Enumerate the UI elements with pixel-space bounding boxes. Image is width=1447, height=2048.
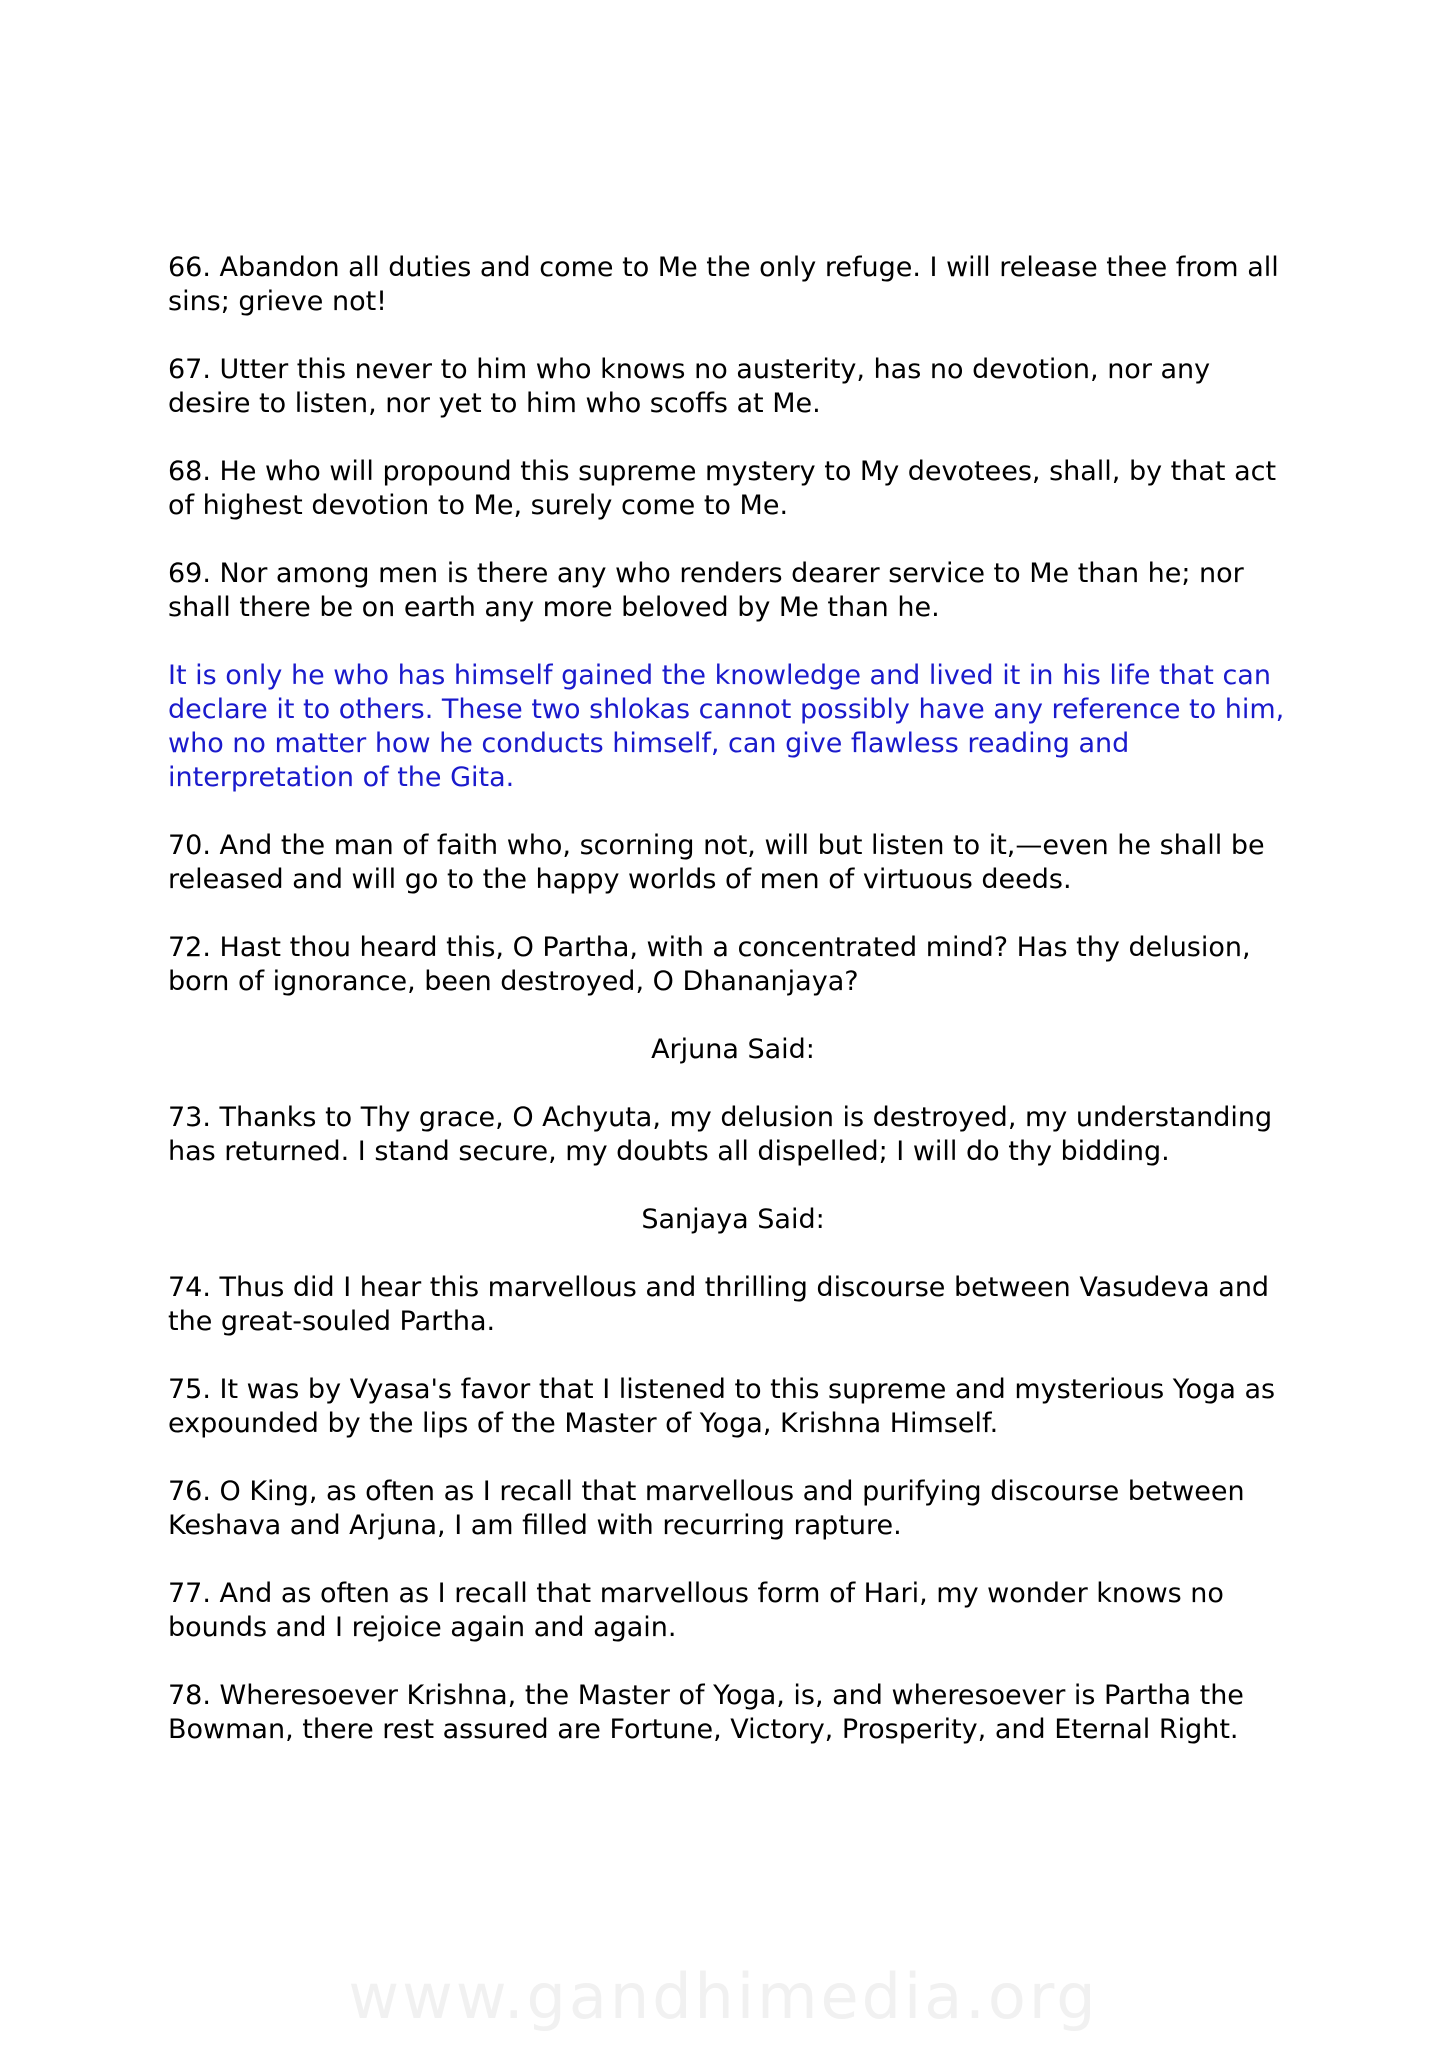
verse-72: 72. Hast thou heard this, O Partha, with a concentrated mind? Has thy delusion, born of ignorance, been destroyed, O Dhananjaya? <box>168 932 1251 997</box>
commentary-paragraph: It is only he who has himself gained the knowledge and lived it in his life that can declare it to others. These two shlokas cannot possibly have any reference to him, who no matter how he conducts himself, can give flawless reading and interpretation of the Gita. <box>168 660 1285 793</box>
verse-75: 75. It was by Vyasa's favor that I listened to this supreme and mysterious Yoga as expounded by the lips of the Master of Yoga, Krishna Himself. <box>168 1374 1276 1439</box>
verse-74: 74. Thus did I hear this marvellous and thrilling discourse between Vasudeva and the great-souled Partha. <box>168 1272 1270 1337</box>
speaker-heading-sanjaya: Sanjaya Said: <box>641 1204 825 1235</box>
verse-78: 78. Wheresoever Krishna, the Master of Yoga, is, and wheresoever is Partha the Bowman, there rest assured are Fortune, Victory, Prosperity, and Eternal Right. <box>168 1680 1244 1745</box>
document-body <box>168 251 1298 1781</box>
verse-66: 66. Abandon all duties and come to Me the only refuge. I will release thee from all sins; grieve not! <box>168 252 1279 317</box>
verse-69: 69. Nor among men is there any who renders dearer service to Me than he; nor shall there be on earth any more beloved by Me than he. <box>168 558 1244 623</box>
watermark-text: www.gandhimedia.org <box>348 1960 1099 2033</box>
verse-70: 70. And the man of faith who, scorning not, will but listen to it,—even he shall be released and will go to the happy worlds of men of virtuous deeds. <box>168 830 1265 895</box>
verse-67: 67. Utter this never to him who knows no austerity, has no devotion, nor any desire to listen, nor yet to him who scoffs at Me. <box>168 354 1211 419</box>
verse-68: 68. He who will propound this supreme mystery to My devotees, shall, by that act of highest devotion to Me, surely come to Me. <box>168 456 1277 521</box>
speaker-heading-arjuna: Arjuna Said: <box>651 1034 815 1065</box>
verse-73: 73. Thanks to Thy grace, O Achyuta, my delusion is destroyed, my understanding has returned. I stand secure, my doubts all dispelled; I will do thy bidding. <box>168 1102 1273 1167</box>
verse-76: 76. O King, as often as I recall that marvellous and purifying discourse between Keshava and Arjuna, I am filled with recurring rapture. <box>168 1476 1245 1541</box>
verse-77: 77. And as often as I recall that marvellous form of Hari, my wonder knows no bounds and I rejoice again and again. <box>168 1578 1224 1643</box>
